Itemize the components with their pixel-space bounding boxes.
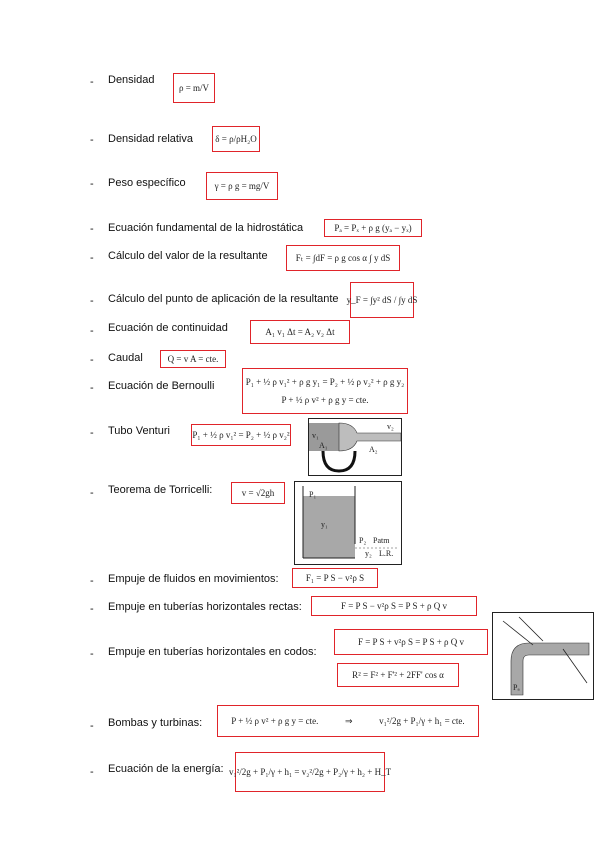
implies-arrow: ⇒ xyxy=(344,715,353,726)
formula-bernoulli xyxy=(242,368,408,414)
label-bernoulli: Ecuación de Bernoulli xyxy=(108,380,215,392)
bullet-dash: - xyxy=(90,487,94,499)
formula-tubo-venturi: P₁ + ½ ρ v₁² = P₂ + ½ ρ v₂² xyxy=(191,424,291,446)
formula-torricelli: v = √2gh xyxy=(231,482,285,504)
formula-resultante-codos: R² = F² + F'² + 2FF' cos α xyxy=(337,663,459,687)
label-densidad: Densidad xyxy=(108,74,155,86)
label-densidad-relativa: Densidad relativa xyxy=(108,133,193,145)
formula-bombas-turbinas xyxy=(217,705,479,737)
formula-continuidad: A₁ v₁ Δt = A₂ v₂ Δt xyxy=(250,320,350,344)
venturi-v1: v₁ xyxy=(312,431,319,440)
bullet-dash: - xyxy=(90,134,94,146)
label-caudal: Caudal xyxy=(108,352,143,364)
codo-diagram xyxy=(493,613,593,699)
label-continuidad: Ecuación de continuidad xyxy=(108,322,228,334)
bullet-dash: - xyxy=(90,223,94,235)
venturi-a1: A₁ xyxy=(319,441,328,450)
torricelli-patm: Patm xyxy=(373,536,390,545)
label-ecuacion-energia: Ecuación de la energía: xyxy=(108,763,224,775)
formula-empuje-codos: F = P S + v²ρ S = P S + ρ Q v xyxy=(334,629,488,655)
venturi-figure xyxy=(308,418,402,476)
bullet-dash: - xyxy=(90,354,94,366)
formula-bombas-left: P + ½ ρ v² + ρ g y = cte. xyxy=(231,716,319,726)
label-punto-aplicacion: Cálculo del punto de aplicación de la resultante xyxy=(108,293,339,305)
formula-empuje-rectas: F = P S − v²ρ S = P S + ρ Q v xyxy=(311,596,477,616)
bullet-dash: - xyxy=(90,325,94,337)
label-bombas-turbinas: Bombas y turbinas: xyxy=(108,717,203,729)
label-empuje-movimiento: Empuje de fluidos en movimientos: xyxy=(108,573,279,585)
formula-empuje-movimiento: F₁ = P S − v²ρ S xyxy=(292,568,378,588)
torricelli-y1: y₁ xyxy=(321,520,328,529)
torricelli-p2: P₂ xyxy=(359,536,367,545)
bullet-dash: - xyxy=(90,720,94,732)
formula-densidad: ρ = m/V xyxy=(173,73,215,103)
bullet-dash: - xyxy=(90,603,94,615)
formula-punto-aplicacion: y_F = ∫y² dS / ∫y dS xyxy=(350,282,414,318)
label-torricelli: Teorema de Torricelli: xyxy=(108,484,213,496)
torricelli-lr: L.R. xyxy=(379,549,394,558)
bullet-dash: - xyxy=(90,252,94,264)
formula-bernoulli-line2: P + ½ ρ v² + ρ g y = cte. xyxy=(281,395,369,405)
label-peso-especifico: Peso específico xyxy=(108,177,186,189)
bullet-dash: - xyxy=(90,382,94,394)
codo-pa: Pₐ xyxy=(513,683,520,692)
torricelli-figure xyxy=(294,481,402,565)
bullet-dash: - xyxy=(90,178,94,190)
label-valor-resultante: Cálculo del valor de la resultante xyxy=(108,250,268,262)
venturi-v2: v₂ xyxy=(387,422,394,431)
codo-figure xyxy=(492,612,594,700)
label-empuje-codos: Empuje en tuberías horizontales en codos: xyxy=(108,646,317,658)
formula-densidad-relativa: δ = ρ/ρH₂O xyxy=(212,126,260,152)
formula-caudal: Q = v A = cte. xyxy=(160,350,226,368)
label-ecuacion-fundamental: Ecuación fundamental de la hidrostática xyxy=(108,222,304,234)
bullet-dash: - xyxy=(90,648,94,660)
formula-bombas-right: v₁²/2g + P₁/γ + h₁ = cte. xyxy=(379,716,465,726)
torricelli-y2: y₂ xyxy=(365,549,372,558)
bullet-dash: - xyxy=(90,766,94,778)
bullet-dash: - xyxy=(90,427,94,439)
bullet-dash: - xyxy=(90,76,94,88)
venturi-a2: A₂ xyxy=(369,445,378,454)
formula-valor-resultante: Fₜ = ∫dF = ρ g cos α ∫ y dS xyxy=(286,245,400,271)
formula-bernoulli-line1: P₁ + ½ ρ v₁² + ρ g y₁ = P₂ + ½ ρ v₂² + ρ g y₂ xyxy=(245,377,405,387)
torricelli-p1: P₁ xyxy=(309,490,317,499)
label-empuje-rectas: Empuje en tuberías horizontales rectas: xyxy=(108,601,302,613)
formula-ecuacion-fundamental: Pₐ = Pₓ + ρ g (yₐ − yₓ) xyxy=(324,219,422,237)
formula-ecuacion-energia: v₁²/2g + P₁/γ + h₁ = v₂²/2g + P₂/γ + h₂ + H_T xyxy=(235,752,385,792)
bullet-dash: - xyxy=(90,295,94,307)
formula-peso-especifico: γ = ρ g = mg/V xyxy=(206,172,278,200)
label-tubo-venturi: Tubo Venturi xyxy=(108,425,170,437)
bullet-dash: - xyxy=(90,575,94,587)
